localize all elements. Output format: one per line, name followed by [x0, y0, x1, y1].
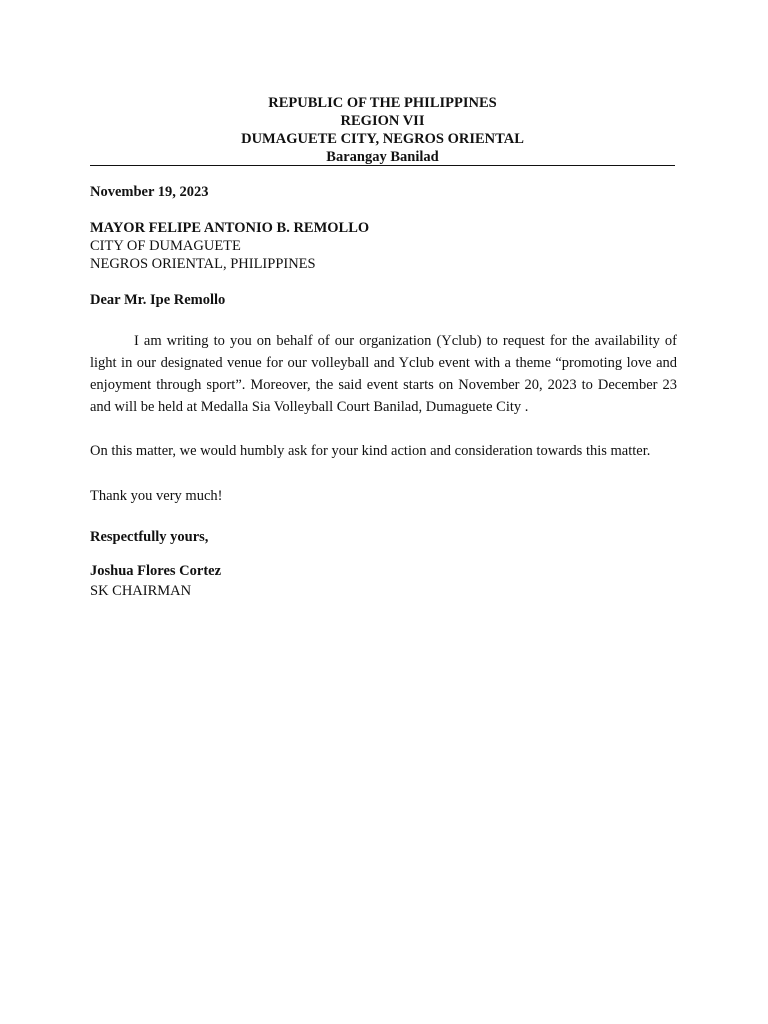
body-paragraph-1: I am writing to you on behalf of our organization (Yclub) to request for the availability of light in our designated venue for our volleyball and Yclub event with a theme “promoting love and enjoyment through sport”. Moreover, the said event starts on November 20, 2023 to December 23 and will be held at Medalla Sia Volleyball Court Banilad, Dumaguete City .: [90, 333, 677, 415]
signatory-title: SK CHAIRMAN: [90, 583, 192, 599]
body-paragraph-3: Thank you very much!: [90, 488, 223, 504]
recipient-city: CITY OF DUMAGUETE: [90, 238, 241, 254]
salutation: Dear Mr. Ipe Remollo: [90, 292, 226, 308]
letterhead-country: REPUBLIC OF THE PHILIPPINES: [268, 95, 497, 111]
letterhead-region: REGION VII: [340, 113, 425, 129]
letterhead-barangay: Barangay Banilad: [326, 149, 439, 165]
letterhead-city: DUMAGUETE CITY, NEGROS ORIENTAL: [241, 131, 524, 147]
body-paragraph-2: On this matter, we would humbly ask for your kind action and consideration towards this matter.: [90, 443, 651, 459]
signature-block: [90, 561, 677, 601]
letter-date: November 19, 2023: [90, 184, 209, 200]
recipient-name: MAYOR FELIPE ANTONIO B. REMOLLO: [90, 220, 370, 236]
letterhead: [90, 94, 675, 166]
closing: Respectfully yours,: [90, 529, 209, 545]
signatory-name: Joshua Flores Cortez: [90, 563, 222, 579]
letterhead-divider: [90, 165, 675, 166]
recipient-province: NEGROS ORIENTAL, PHILIPPINES: [90, 256, 316, 272]
recipient-address: [90, 219, 677, 273]
